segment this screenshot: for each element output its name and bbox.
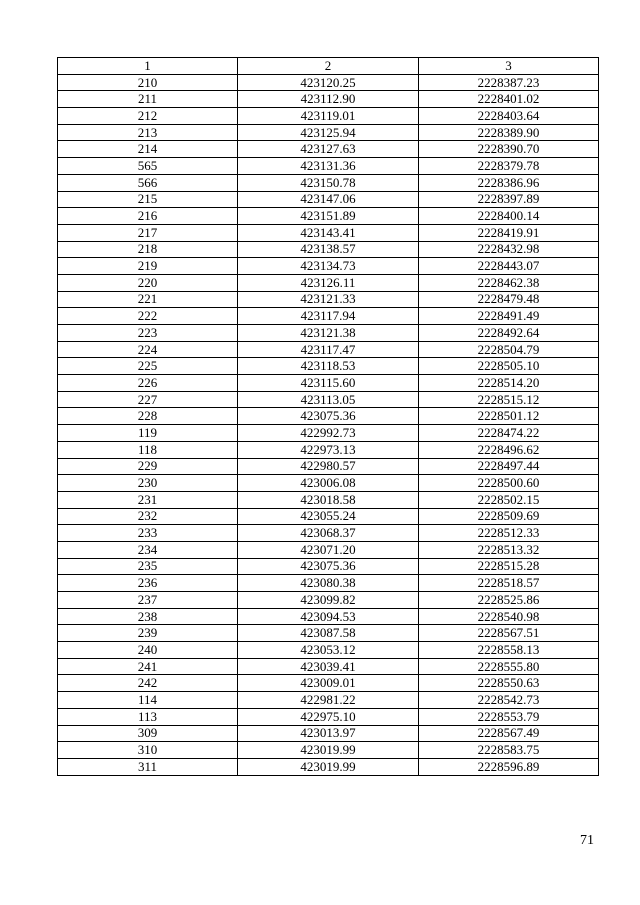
y-coordinate-cell: 2228497.44 bbox=[419, 458, 599, 475]
y-coordinate-cell: 2228505.10 bbox=[419, 358, 599, 375]
table-row bbox=[58, 408, 599, 425]
table-row bbox=[58, 124, 599, 141]
table-row bbox=[58, 341, 599, 358]
x-coordinate-cell: 423080.38 bbox=[238, 575, 419, 592]
table-row bbox=[58, 458, 599, 475]
point-number-cell: 242 bbox=[58, 675, 238, 692]
y-coordinate-cell: 2228492.64 bbox=[419, 325, 599, 342]
point-number-cell: 240 bbox=[58, 642, 238, 659]
point-number-cell: 214 bbox=[58, 141, 238, 158]
x-coordinate-cell: 423147.06 bbox=[238, 191, 419, 208]
y-coordinate-cell: 2228443.07 bbox=[419, 258, 599, 275]
point-number-cell: 213 bbox=[58, 124, 238, 141]
table-row bbox=[58, 508, 599, 525]
table-row bbox=[58, 575, 599, 592]
x-coordinate-cell: 423094.53 bbox=[238, 608, 419, 625]
table-row bbox=[58, 475, 599, 492]
point-number-cell: 230 bbox=[58, 475, 238, 492]
point-number-cell: 227 bbox=[58, 391, 238, 408]
table-row bbox=[58, 708, 599, 725]
x-coordinate-cell: 423019.99 bbox=[238, 758, 419, 775]
y-coordinate-cell: 2228513.32 bbox=[419, 541, 599, 558]
x-coordinate-cell: 423019.99 bbox=[238, 742, 419, 759]
x-coordinate-cell: 423119.01 bbox=[238, 108, 419, 125]
y-coordinate-cell: 2228540.98 bbox=[419, 608, 599, 625]
point-number-cell: 234 bbox=[58, 541, 238, 558]
x-coordinate-cell: 423121.33 bbox=[238, 291, 419, 308]
x-coordinate-cell: 423075.36 bbox=[238, 408, 419, 425]
y-coordinate-cell: 2228501.12 bbox=[419, 408, 599, 425]
y-coordinate-cell: 2228550.63 bbox=[419, 675, 599, 692]
x-coordinate-cell: 422973.13 bbox=[238, 441, 419, 458]
point-number-cell: 239 bbox=[58, 625, 238, 642]
y-coordinate-cell: 2228512.33 bbox=[419, 525, 599, 542]
point-number-cell: 232 bbox=[58, 508, 238, 525]
y-coordinate-cell: 2228553.79 bbox=[419, 708, 599, 725]
y-coordinate-cell: 2228525.86 bbox=[419, 592, 599, 609]
y-coordinate-cell: 2228403.64 bbox=[419, 108, 599, 125]
point-number-cell: 222 bbox=[58, 308, 238, 325]
x-coordinate-cell: 423150.78 bbox=[238, 174, 419, 191]
table-row bbox=[58, 308, 599, 325]
x-coordinate-cell: 423134.73 bbox=[238, 258, 419, 275]
y-coordinate-cell: 2228386.96 bbox=[419, 174, 599, 191]
x-coordinate-cell: 423006.08 bbox=[238, 475, 419, 492]
y-coordinate-cell: 2228502.15 bbox=[419, 491, 599, 508]
x-coordinate-cell: 423013.97 bbox=[238, 725, 419, 742]
table-row bbox=[58, 108, 599, 125]
point-number-cell: 566 bbox=[58, 174, 238, 191]
y-coordinate-cell: 2228462.38 bbox=[419, 274, 599, 291]
table-row bbox=[58, 158, 599, 175]
x-coordinate-cell: 423118.53 bbox=[238, 358, 419, 375]
point-number-cell: 565 bbox=[58, 158, 238, 175]
table-row bbox=[58, 541, 599, 558]
table-row bbox=[58, 291, 599, 308]
x-coordinate-cell: 423068.37 bbox=[238, 525, 419, 542]
x-coordinate-cell: 423117.47 bbox=[238, 341, 419, 358]
point-number-cell: 212 bbox=[58, 108, 238, 125]
point-number-cell: 236 bbox=[58, 575, 238, 592]
point-number-cell: 233 bbox=[58, 525, 238, 542]
y-coordinate-cell: 2228518.57 bbox=[419, 575, 599, 592]
x-coordinate-cell: 423112.90 bbox=[238, 91, 419, 108]
table-row bbox=[58, 558, 599, 575]
table-row bbox=[58, 675, 599, 692]
table-row bbox=[58, 208, 599, 225]
x-coordinate-cell: 423127.63 bbox=[238, 141, 419, 158]
x-coordinate-cell: 423115.60 bbox=[238, 375, 419, 392]
point-number-cell: 309 bbox=[58, 725, 238, 742]
point-number-cell: 113 bbox=[58, 708, 238, 725]
x-coordinate-cell: 423143.41 bbox=[238, 224, 419, 241]
y-coordinate-cell: 2228397.89 bbox=[419, 191, 599, 208]
table-row bbox=[58, 658, 599, 675]
point-number-cell: 219 bbox=[58, 258, 238, 275]
table-row bbox=[58, 274, 599, 291]
point-number-cell: 217 bbox=[58, 224, 238, 241]
x-coordinate-cell: 423131.36 bbox=[238, 158, 419, 175]
table-row bbox=[58, 525, 599, 542]
y-coordinate-cell: 2228491.49 bbox=[419, 308, 599, 325]
y-coordinate-cell: 2228515.12 bbox=[419, 391, 599, 408]
table-row bbox=[58, 592, 599, 609]
x-coordinate-cell: 423039.41 bbox=[238, 658, 419, 675]
y-coordinate-cell: 2228583.75 bbox=[419, 742, 599, 759]
table-row bbox=[58, 491, 599, 508]
y-coordinate-cell: 2228500.60 bbox=[419, 475, 599, 492]
y-coordinate-cell: 2228514.20 bbox=[419, 375, 599, 392]
point-number-cell: 235 bbox=[58, 558, 238, 575]
table-row bbox=[58, 742, 599, 759]
point-number-cell: 225 bbox=[58, 358, 238, 375]
table-row bbox=[58, 758, 599, 775]
point-number-cell: 118 bbox=[58, 441, 238, 458]
y-coordinate-cell: 2228567.51 bbox=[419, 625, 599, 642]
table-row bbox=[58, 725, 599, 742]
point-number-cell: 114 bbox=[58, 692, 238, 709]
y-coordinate-cell: 2228390.70 bbox=[419, 141, 599, 158]
x-coordinate-cell: 423117.94 bbox=[238, 308, 419, 325]
table-row bbox=[58, 325, 599, 342]
y-coordinate-cell: 2228419.91 bbox=[419, 224, 599, 241]
point-number-cell: 224 bbox=[58, 341, 238, 358]
table-row bbox=[58, 625, 599, 642]
x-coordinate-cell: 423126.11 bbox=[238, 274, 419, 291]
x-coordinate-cell: 423151.89 bbox=[238, 208, 419, 225]
page-number: 71 bbox=[580, 833, 594, 848]
point-number-cell: 226 bbox=[58, 375, 238, 392]
table-row bbox=[58, 258, 599, 275]
y-coordinate-cell: 2228504.79 bbox=[419, 341, 599, 358]
y-coordinate-cell: 2228389.90 bbox=[419, 124, 599, 141]
header-row bbox=[58, 58, 599, 75]
point-number-cell: 210 bbox=[58, 74, 238, 91]
column-header-2: 2 bbox=[238, 58, 419, 75]
point-number-cell: 216 bbox=[58, 208, 238, 225]
point-number-cell: 228 bbox=[58, 408, 238, 425]
y-coordinate-cell: 2228479.48 bbox=[419, 291, 599, 308]
x-coordinate-cell: 423113.05 bbox=[238, 391, 419, 408]
table-row bbox=[58, 391, 599, 408]
y-coordinate-cell: 2228474.22 bbox=[419, 425, 599, 442]
column-header-1: 1 bbox=[58, 58, 238, 75]
column-header-3: 3 bbox=[419, 58, 599, 75]
x-coordinate-cell: 423018.58 bbox=[238, 491, 419, 508]
point-number-cell: 221 bbox=[58, 291, 238, 308]
point-number-cell: 238 bbox=[58, 608, 238, 625]
y-coordinate-cell: 2228432.98 bbox=[419, 241, 599, 258]
table-row bbox=[58, 191, 599, 208]
table-row bbox=[58, 174, 599, 191]
table-row bbox=[58, 441, 599, 458]
y-coordinate-cell: 2228558.13 bbox=[419, 642, 599, 659]
x-coordinate-cell: 423075.36 bbox=[238, 558, 419, 575]
x-coordinate-cell: 423125.94 bbox=[238, 124, 419, 141]
table-body bbox=[58, 74, 599, 775]
y-coordinate-cell: 2228555.80 bbox=[419, 658, 599, 675]
point-number-cell: 231 bbox=[58, 491, 238, 508]
table-row bbox=[58, 692, 599, 709]
y-coordinate-cell: 2228542.73 bbox=[419, 692, 599, 709]
point-number-cell: 215 bbox=[58, 191, 238, 208]
x-coordinate-cell: 423121.38 bbox=[238, 325, 419, 342]
point-number-cell: 223 bbox=[58, 325, 238, 342]
y-coordinate-cell: 2228401.02 bbox=[419, 91, 599, 108]
point-number-cell: 241 bbox=[58, 658, 238, 675]
point-number-cell: 220 bbox=[58, 274, 238, 291]
x-coordinate-cell: 422975.10 bbox=[238, 708, 419, 725]
table-row bbox=[58, 608, 599, 625]
table-row bbox=[58, 425, 599, 442]
point-number-cell: 119 bbox=[58, 425, 238, 442]
x-coordinate-cell: 423087.58 bbox=[238, 625, 419, 642]
x-coordinate-cell: 422992.73 bbox=[238, 425, 419, 442]
x-coordinate-cell: 423009.01 bbox=[238, 675, 419, 692]
point-number-cell: 310 bbox=[58, 742, 238, 759]
point-number-cell: 311 bbox=[58, 758, 238, 775]
table-header bbox=[58, 58, 599, 75]
table-row bbox=[58, 358, 599, 375]
x-coordinate-cell: 423099.82 bbox=[238, 592, 419, 609]
x-coordinate-cell: 422980.57 bbox=[238, 458, 419, 475]
x-coordinate-cell: 423055.24 bbox=[238, 508, 419, 525]
table-row bbox=[58, 74, 599, 91]
y-coordinate-cell: 2228567.49 bbox=[419, 725, 599, 742]
point-number-cell: 218 bbox=[58, 241, 238, 258]
y-coordinate-cell: 2228496.62 bbox=[419, 441, 599, 458]
y-coordinate-cell: 2228509.69 bbox=[419, 508, 599, 525]
y-coordinate-cell: 2228400.14 bbox=[419, 208, 599, 225]
x-coordinate-cell: 423053.12 bbox=[238, 642, 419, 659]
x-coordinate-cell: 422981.22 bbox=[238, 692, 419, 709]
table-row bbox=[58, 375, 599, 392]
point-number-cell: 237 bbox=[58, 592, 238, 609]
point-number-cell: 229 bbox=[58, 458, 238, 475]
x-coordinate-cell: 423120.25 bbox=[238, 74, 419, 91]
y-coordinate-cell: 2228596.89 bbox=[419, 758, 599, 775]
table-row bbox=[58, 141, 599, 158]
y-coordinate-cell: 2228515.28 bbox=[419, 558, 599, 575]
y-coordinate-cell: 2228379.78 bbox=[419, 158, 599, 175]
table-row bbox=[58, 642, 599, 659]
table-row bbox=[58, 224, 599, 241]
coordinates-table bbox=[57, 57, 599, 776]
x-coordinate-cell: 423071.20 bbox=[238, 541, 419, 558]
x-coordinate-cell: 423138.57 bbox=[238, 241, 419, 258]
table-row bbox=[58, 241, 599, 258]
point-number-cell: 211 bbox=[58, 91, 238, 108]
table-row bbox=[58, 91, 599, 108]
y-coordinate-cell: 2228387.23 bbox=[419, 74, 599, 91]
